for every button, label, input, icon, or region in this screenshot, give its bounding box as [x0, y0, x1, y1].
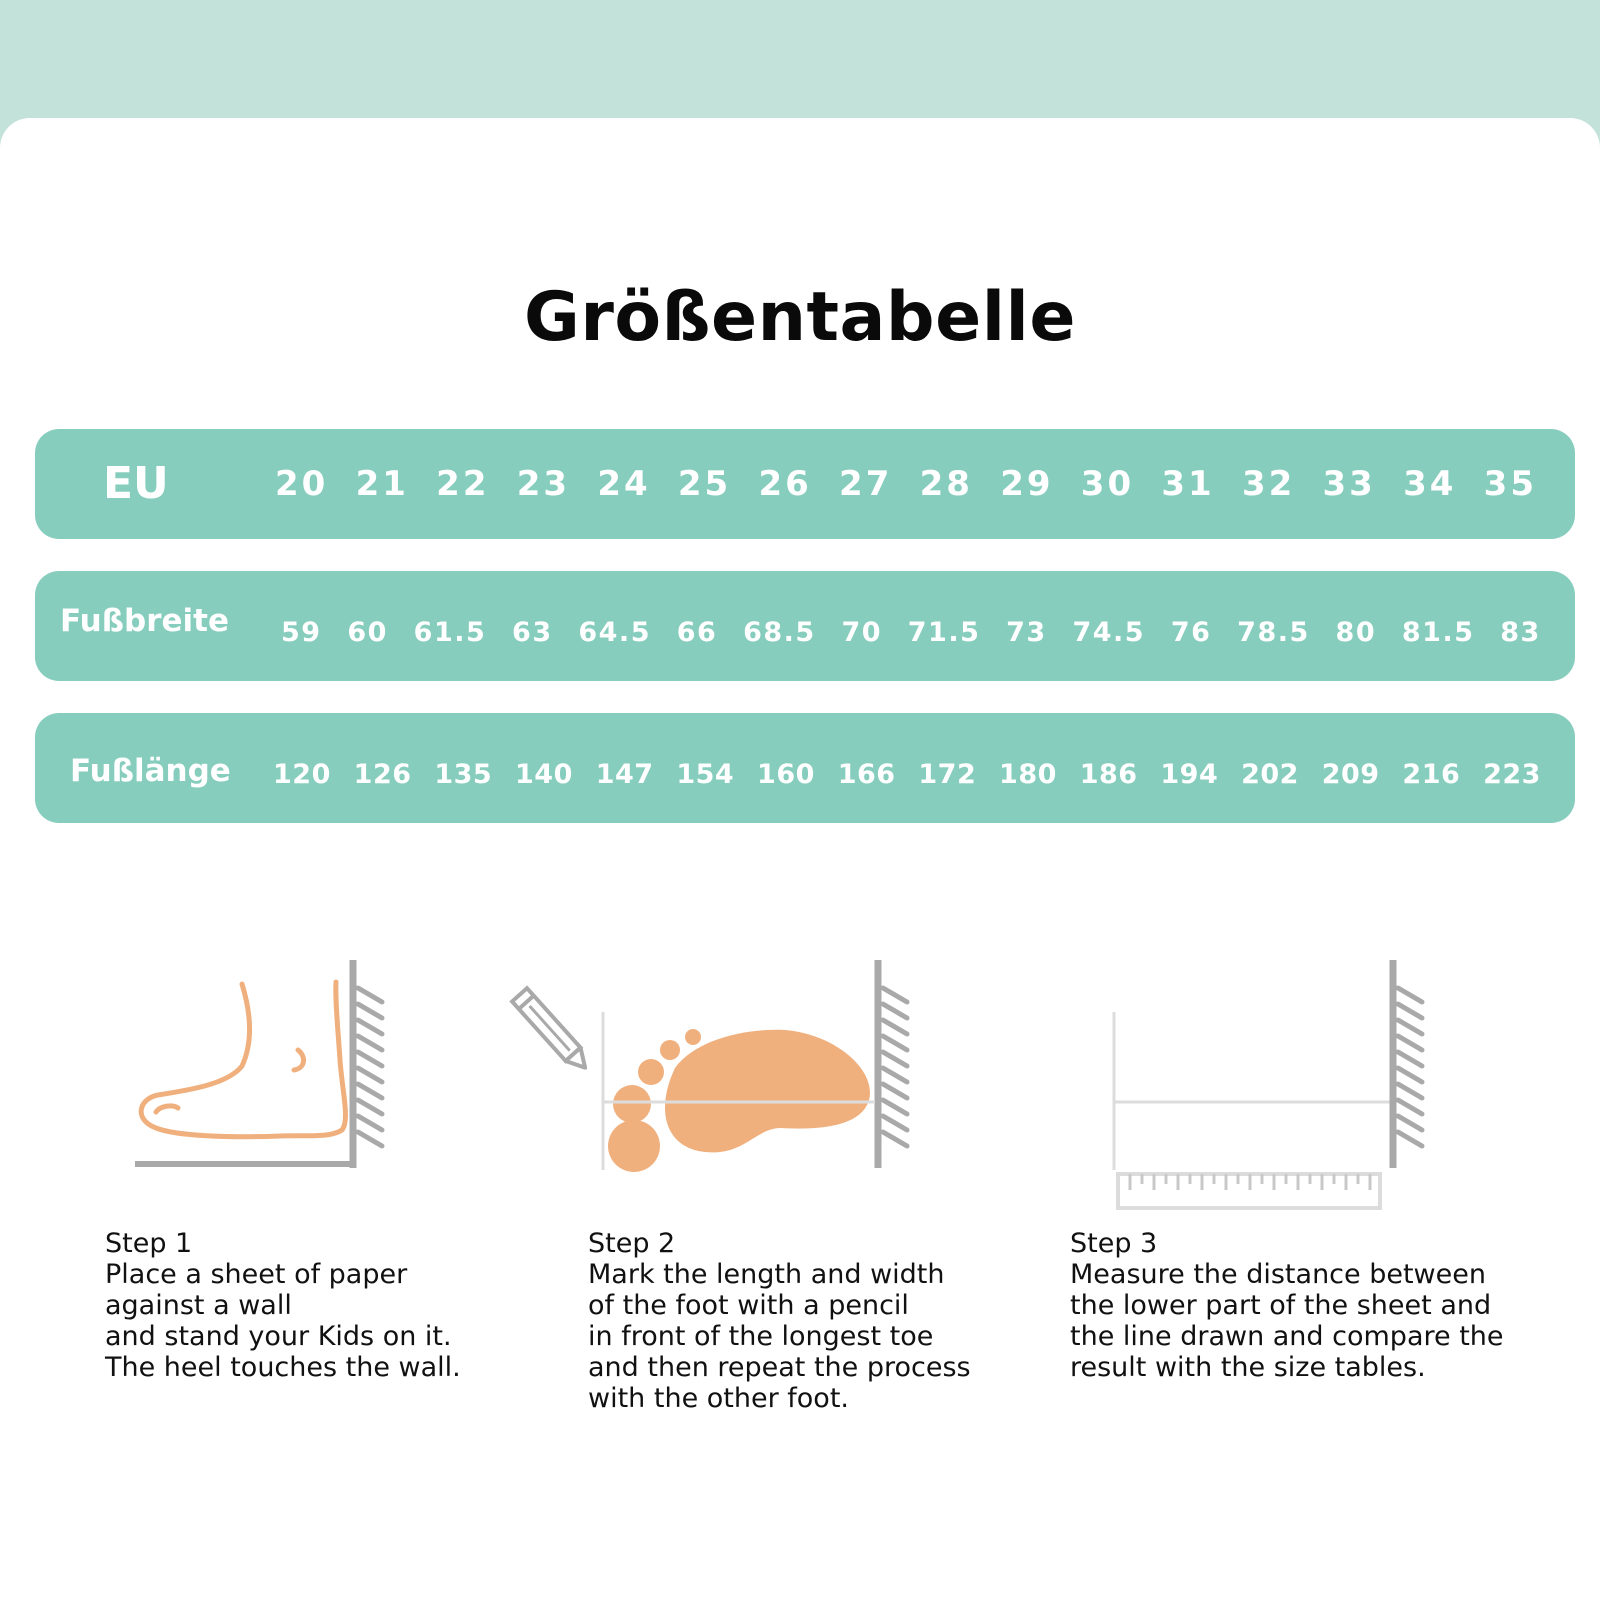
foot-width-value: 74.5	[1072, 616, 1146, 648]
eu-size-value: 32	[1241, 464, 1296, 504]
eu-size-value: 34	[1403, 464, 1457, 504]
size-row-foot-length	[35, 713, 1575, 823]
step-title: Step 3	[1070, 1228, 1158, 1259]
foot-width-value: 76	[1170, 616, 1212, 648]
foot-length-value: 172	[918, 758, 977, 790]
foot-width-value: 78.5	[1237, 616, 1310, 648]
page-title: Größentabelle	[524, 278, 1076, 357]
foot-width-value: 68.5	[743, 616, 816, 648]
step-3-instructions	[1070, 1228, 1504, 1383]
foot-width-value: 61.5	[413, 616, 487, 648]
foot-length-value: 216	[1402, 758, 1461, 790]
eu-size-value: 24	[597, 464, 651, 504]
foot-length-value: 120	[273, 758, 331, 790]
foot-length-value: 209	[1321, 758, 1380, 790]
eu-size-value: 23	[516, 464, 571, 504]
row-label-foot-width: Fußbreite	[60, 603, 229, 639]
row-label-eu: EU	[103, 458, 169, 509]
ruler-measure-icon	[1090, 960, 1530, 1230]
eu-size-value: 33	[1322, 464, 1376, 504]
foot-length-value: 223	[1483, 758, 1541, 790]
eu-size-value: 30	[1080, 464, 1135, 504]
eu-size-value: 26	[758, 464, 812, 504]
foot-length-value: 126	[353, 758, 412, 790]
step-line: The heel touches the wall.	[105, 1352, 461, 1383]
foot-width-value: 80	[1335, 616, 1377, 648]
step-line: of the foot with a pencil	[588, 1290, 909, 1321]
row-values-foot-width	[281, 571, 1541, 681]
step-line: result with the size tables.	[1070, 1352, 1426, 1383]
step-1-instructions	[105, 1228, 461, 1383]
foot-width-value: 73	[1006, 616, 1047, 648]
step-line: in front of the longest toe	[588, 1321, 934, 1352]
foot-length-value: 166	[837, 758, 896, 790]
step-line: the line drawn and compare the	[1070, 1321, 1504, 1352]
step-line: and stand your Kids on it.	[105, 1321, 452, 1352]
foot-width-value: 64.5	[578, 616, 651, 648]
eu-size-value: 29	[1000, 464, 1054, 504]
foot-width-value: 71.5	[907, 616, 981, 648]
step-line: Measure the distance between	[1070, 1259, 1486, 1290]
foot-length-value: 135	[434, 758, 493, 790]
eu-size-value: 31	[1161, 464, 1215, 504]
step-line: and then repeat the process	[588, 1352, 971, 1383]
foot-width-value: 70	[841, 616, 883, 648]
foot-width-value: 66	[676, 616, 718, 648]
step-line: against a wall	[105, 1290, 292, 1321]
eu-size-value: 25	[677, 464, 732, 504]
size-row-eu	[35, 429, 1575, 539]
foot-length-value: 186	[1079, 758, 1138, 790]
foot-length-value: 154	[676, 758, 735, 790]
eu-size-value: 27	[839, 464, 893, 504]
foot-width-value: 81.5	[1401, 616, 1475, 648]
size-row-foot-width	[35, 571, 1575, 681]
footprint-with-pencil-icon	[505, 960, 945, 1230]
foot-width-value: 60	[347, 616, 388, 648]
foot-length-value: 147	[595, 758, 654, 790]
foot-length-value: 180	[999, 758, 1057, 790]
step-title: Step 1	[105, 1228, 193, 1259]
foot-length-value: 202	[1241, 758, 1299, 790]
step-title: Step 2	[588, 1228, 676, 1259]
eu-size-value: 35	[1483, 464, 1537, 504]
foot-side-against-wall-icon	[120, 960, 560, 1230]
row-label-foot-length: Fußlänge	[70, 753, 231, 789]
step-line: Place a sheet of paper	[105, 1259, 408, 1290]
eu-size-value: 21	[355, 464, 409, 504]
step-line: Mark the length and width	[588, 1259, 945, 1290]
foot-length-value: 160	[757, 758, 815, 790]
eu-size-value: 20	[275, 464, 329, 504]
eu-size-value: 22	[436, 464, 490, 504]
foot-length-value: 140	[515, 758, 573, 790]
foot-width-value: 83	[1500, 616, 1541, 648]
row-values-eu	[275, 429, 1537, 539]
foot-width-value: 63	[512, 616, 553, 648]
row-values-foot-length	[273, 713, 1541, 823]
step-line: with the other foot.	[588, 1383, 849, 1414]
foot-width-value: 59	[281, 616, 322, 648]
step-line: the lower part of the sheet and	[1070, 1290, 1492, 1321]
step-2-instructions	[588, 1228, 971, 1414]
foot-length-value: 194	[1160, 758, 1219, 790]
eu-size-value: 28	[919, 464, 973, 504]
